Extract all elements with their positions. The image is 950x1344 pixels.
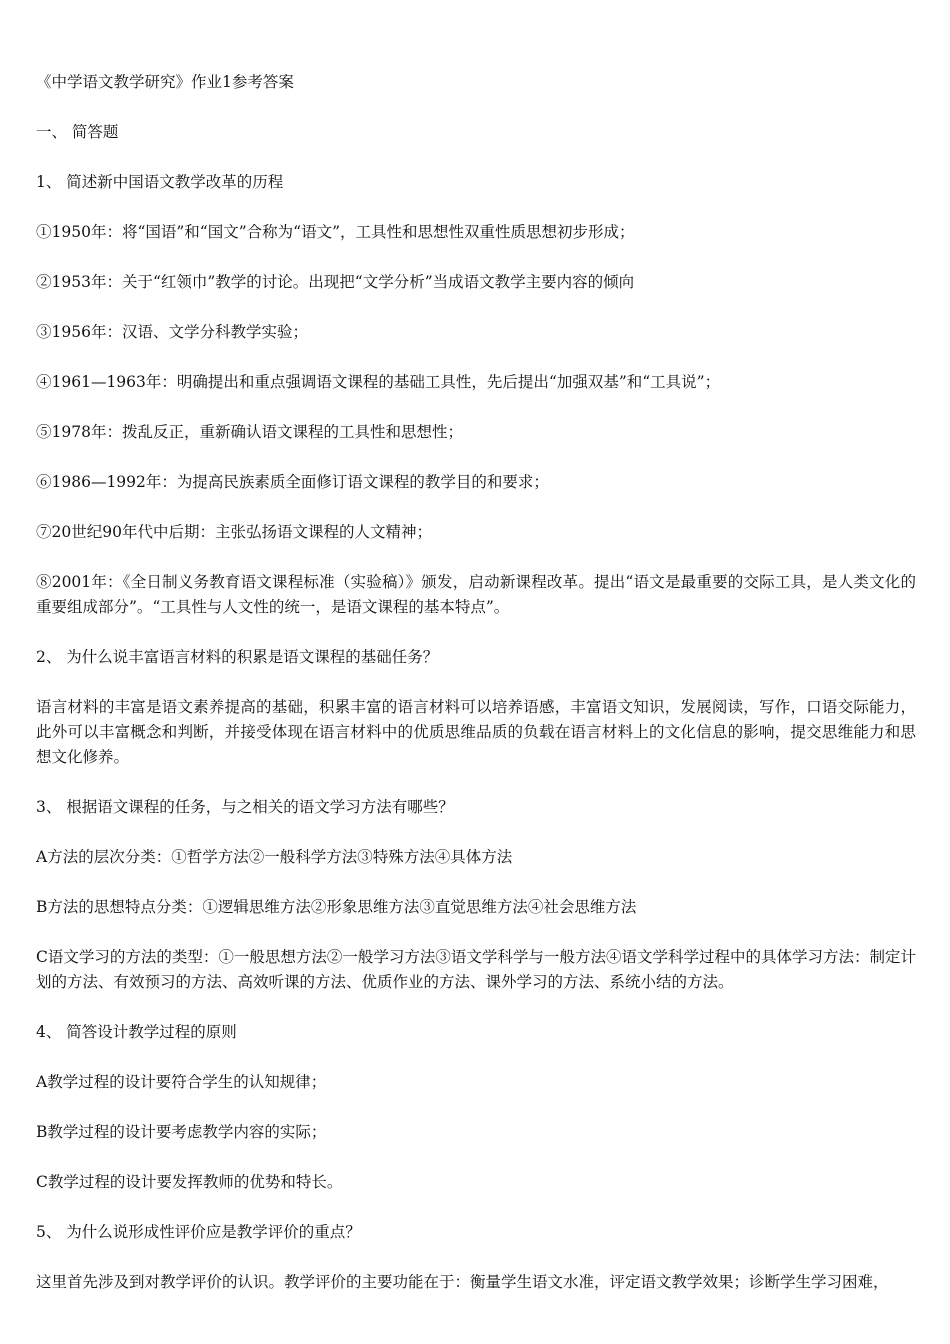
- answer-item: ⑦20世纪90年代中后期：主张弘扬语文课程的人文精神；: [36, 523, 432, 541]
- question-heading: 1、 简述新中国语文教学改革的历程: [36, 173, 284, 191]
- document-title: 《中学语文教学研究》作业1参考答案: [36, 73, 294, 91]
- answer-item: C教学过程的设计要发挥教师的优势和特长。: [36, 1173, 343, 1191]
- answer-item: ④1961—1963年：明确提出和重点强调语文课程的基础工具性，先后提出“加强双基”和“工具说”；: [36, 373, 721, 391]
- document-page: [36, 70, 916, 1320]
- answer-item: ⑤1978年：拨乱反正，重新确认语文课程的工具性和思想性；: [36, 423, 463, 441]
- answer-item: A教学过程的设计要符合学生的认知规律；: [36, 1073, 327, 1091]
- answer-paragraph: 语言材料的丰富是语文素养提高的基础，积累丰富的语言材料可以培养语感，丰富语文知识，发展阅读，写作，口语交际能力，此外可以丰富概念和判断，并接受体现在语言材料中的优质思维品质的负载在语言材料上的文化信息的影响，提交思维能力和思想文化修养。: [36, 698, 916, 766]
- question-heading: 4、 简答设计教学过程的原则: [36, 1023, 237, 1041]
- answer-item: ①1950年：将“国语”和“国文”合称为“语文”，工具性和思想性双重性质思想初步形成；: [36, 223, 635, 241]
- answer-item: ⑥1986—1992年：为提高民族素质全面修订语文课程的教学目的和要求；: [36, 473, 549, 491]
- answer-item: A方法的层次分类：①哲学方法②一般科学方法③特殊方法④具体方法: [36, 848, 513, 866]
- answer-item: ③1956年：汉语、文学分科教学实验；: [36, 323, 308, 341]
- question-heading: 3、 根据语文课程的任务，与之相关的语文学习方法有哪些？: [36, 798, 454, 816]
- answer-item: B教学过程的设计要考虑教学内容的实际；: [36, 1123, 327, 1141]
- answer-item: ⑧2001年：《全日制义务教育语文课程标准（实验稿）》颁发，启动新课程改革。提出“语文是最重要的交际工具，是人类文化的重要组成部分”。“工具性与人文性的统一，是语文课程的基本特点”。: [36, 573, 916, 616]
- answer-item: B方法的思想特点分类：①逻辑思维方法②形象思维方法③直觉思维方法④社会思维方法: [36, 898, 637, 916]
- answer-paragraph: 这里首先涉及到对教学评价的认识。教学评价的主要功能在于：衡量学生语文水准，评定语文教学效果；诊断学生学习困难，: [36, 1273, 889, 1291]
- section-heading: 一、 简答题: [36, 123, 119, 141]
- answer-item: ②1953年：关于“红领巾”教学的讨论。出现把“文学分析”当成语文教学主要内容的倾向: [36, 273, 635, 291]
- question-heading: 2、 为什么说丰富语言材料的积累是语文课程的基础任务？: [36, 648, 439, 666]
- question-heading: 5、 为什么说形成性评价应是教学评价的重点？: [36, 1223, 361, 1241]
- answer-item: C语文学习的方法的类型：①一般思想方法②一般学习方法③语文学科学与一般方法④语文学科学过程中的具体学习方法：制定计划的方法、有效预习的方法、高效听课的方法、优质作业的方法、课外学习的方法、系统小结的方法。: [36, 948, 916, 991]
